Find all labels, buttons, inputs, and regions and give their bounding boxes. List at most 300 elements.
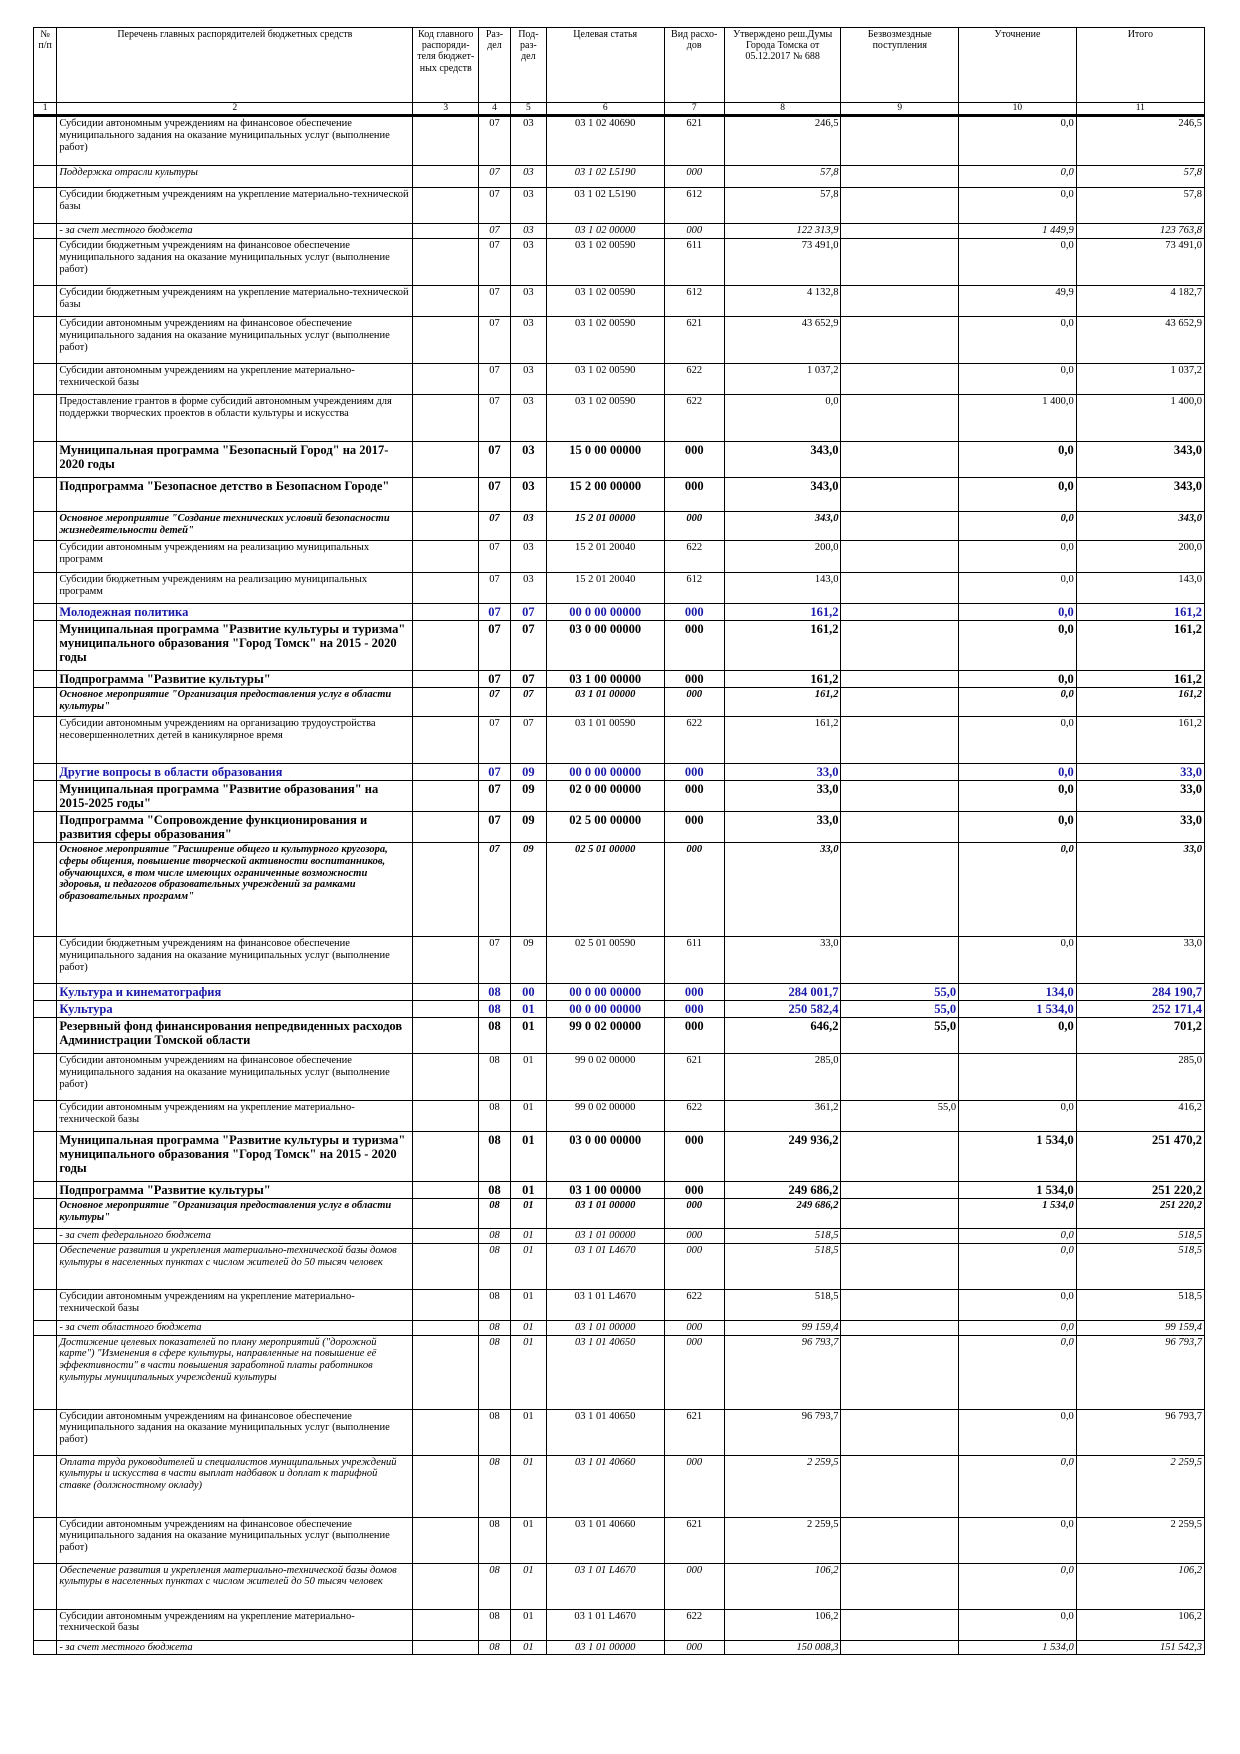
- item-name-cell: - за счет местного бюджета: [57, 224, 413, 239]
- expense-type-cell: 000: [664, 1132, 724, 1182]
- expense-type-cell: 622: [664, 364, 724, 395]
- razdel-cell: 08: [479, 1455, 511, 1517]
- table-row: [34, 188, 1205, 224]
- grants-amount-cell: [841, 688, 959, 717]
- approved-amount-cell: 2 259,5: [724, 1517, 841, 1563]
- table-row: [34, 1182, 1205, 1199]
- column-number: 9: [841, 103, 959, 116]
- approved-amount-cell: 361,2: [724, 1101, 841, 1132]
- num-cell: [34, 395, 57, 442]
- grants-amount-cell: [841, 1409, 959, 1455]
- grants-amount-cell: [841, 717, 959, 764]
- approved-amount-cell: 343,0: [724, 512, 841, 541]
- grants-amount-cell: [841, 442, 959, 478]
- num-cell: [34, 541, 57, 573]
- razdel-cell: 07: [479, 512, 511, 541]
- adjustment-amount-cell: 0,0: [959, 1243, 1077, 1289]
- admin-code-cell: [413, 317, 479, 364]
- grants-amount-cell: [841, 671, 959, 688]
- adjustment-amount-cell: 0,0: [959, 364, 1077, 395]
- expense-type-cell: 621: [664, 116, 724, 166]
- item-name-cell: Резервный фонд финансирования непредвиденных расходов Администрации Томской области: [57, 1018, 413, 1054]
- admin-code-cell: [413, 188, 479, 224]
- podrazdel-cell: 01: [510, 1132, 546, 1182]
- razdel-cell: 08: [479, 1289, 511, 1320]
- grants-amount-cell: [841, 1289, 959, 1320]
- razdel-cell: 08: [479, 1320, 511, 1335]
- approved-amount-cell: 143,0: [724, 573, 841, 604]
- table-row: [34, 317, 1205, 364]
- expense-type-cell: 000: [664, 224, 724, 239]
- target-article-cell: 99 0 02 00000: [546, 1018, 664, 1054]
- expense-type-cell: 622: [664, 1609, 724, 1640]
- approved-amount-cell: 518,5: [724, 1229, 841, 1244]
- num-cell: [34, 1517, 57, 1563]
- item-name-cell: Муниципальная программа "Развитие культуры и туризма" муниципального образования "Город Томск" на 2015 - 2020 годы: [57, 621, 413, 671]
- target-article-cell: 15 2 01 20040: [546, 541, 664, 573]
- admin-code-cell: [413, 239, 479, 286]
- podrazdel-cell: 01: [510, 1199, 546, 1229]
- razdel-cell: 08: [479, 1243, 511, 1289]
- total-amount-cell: 4 182,7: [1076, 286, 1204, 317]
- target-article-cell: 03 1 02 00000: [546, 224, 664, 239]
- table-row: [34, 1640, 1205, 1655]
- expense-type-cell: 622: [664, 717, 724, 764]
- total-amount-cell: 161,2: [1076, 621, 1204, 671]
- admin-code-cell: [413, 1409, 479, 1455]
- target-article-cell: 02 5 00 00000: [546, 812, 664, 843]
- target-article-cell: 03 1 01 L4670: [546, 1609, 664, 1640]
- target-article-cell: 15 2 00 00000: [546, 478, 664, 512]
- admin-code-cell: [413, 1455, 479, 1517]
- table-row: [34, 843, 1205, 937]
- target-article-cell: 03 0 00 00000: [546, 1132, 664, 1182]
- expense-type-cell: 000: [664, 781, 724, 812]
- adjustment-amount-cell: 0,0: [959, 717, 1077, 764]
- item-name-cell: Субсидии автономным учреждениям на финансовое обеспечение муниципального задания на оказание муниципальных услуг (выполнение работ): [57, 116, 413, 166]
- header-cell-razdel: Раз-дел: [479, 28, 511, 103]
- expense-type-cell: 000: [664, 1563, 724, 1609]
- adjustment-amount-cell: 0,0: [959, 1101, 1077, 1132]
- total-amount-cell: 518,5: [1076, 1289, 1204, 1320]
- expense-type-cell: 000: [664, 1320, 724, 1335]
- podrazdel-cell: 03: [510, 286, 546, 317]
- grants-amount-cell: [841, 604, 959, 621]
- item-name-cell: Субсидии бюджетным учреждениям на реализацию муниципальных программ: [57, 573, 413, 604]
- header-cell-approved: Утверждено реш.Думы Города Томска от 05.12.2017 № 688: [724, 28, 841, 103]
- grants-amount-cell: [841, 573, 959, 604]
- razdel-cell: 08: [479, 1335, 511, 1409]
- approved-amount-cell: 343,0: [724, 478, 841, 512]
- admin-code-cell: [413, 1609, 479, 1640]
- grants-amount-cell: [841, 937, 959, 984]
- razdel-cell: 07: [479, 224, 511, 239]
- total-amount-cell: 33,0: [1076, 812, 1204, 843]
- total-amount-cell: 251 220,2: [1076, 1199, 1204, 1229]
- total-amount-cell: 416,2: [1076, 1101, 1204, 1132]
- expense-type-cell: 611: [664, 239, 724, 286]
- adjustment-amount-cell: 0,0: [959, 1563, 1077, 1609]
- table-row: [34, 1018, 1205, 1054]
- header-cell-expense-type: Вид расхо-дов: [664, 28, 724, 103]
- admin-code-cell: [413, 621, 479, 671]
- expense-type-cell: 000: [664, 166, 724, 188]
- table-row: [34, 239, 1205, 286]
- admin-code-cell: [413, 166, 479, 188]
- grants-amount-cell: [841, 764, 959, 781]
- podrazdel-cell: 01: [510, 1243, 546, 1289]
- grants-amount-cell: [841, 1243, 959, 1289]
- num-cell: [34, 1018, 57, 1054]
- approved-amount-cell: 249 686,2: [724, 1199, 841, 1229]
- podrazdel-cell: 01: [510, 1320, 546, 1335]
- num-cell: [34, 364, 57, 395]
- num-cell: [34, 1243, 57, 1289]
- podrazdel-cell: 03: [510, 512, 546, 541]
- razdel-cell: 07: [479, 621, 511, 671]
- table-row: [34, 1101, 1205, 1132]
- razdel-cell: 08: [479, 1563, 511, 1609]
- grants-amount-cell: [841, 166, 959, 188]
- total-amount-cell: 43 652,9: [1076, 317, 1204, 364]
- podrazdel-cell: 01: [510, 1563, 546, 1609]
- num-cell: [34, 1609, 57, 1640]
- total-amount-cell: 33,0: [1076, 764, 1204, 781]
- table-row: [34, 984, 1205, 1001]
- item-name-cell: Муниципальная программа "Безопасный Город" на 2017-2020 годы: [57, 442, 413, 478]
- table-row: [34, 1054, 1205, 1101]
- admin-code-cell: [413, 1018, 479, 1054]
- table-row: [34, 1517, 1205, 1563]
- total-amount-cell: 518,5: [1076, 1229, 1204, 1244]
- podrazdel-cell: 01: [510, 1101, 546, 1132]
- approved-amount-cell: 33,0: [724, 937, 841, 984]
- total-amount-cell: 33,0: [1076, 843, 1204, 937]
- adjustment-amount-cell: 0,0: [959, 116, 1077, 166]
- podrazdel-cell: 01: [510, 1182, 546, 1199]
- target-article-cell: 03 1 02 00590: [546, 395, 664, 442]
- podrazdel-cell: 03: [510, 239, 546, 286]
- expense-type-cell: 000: [664, 843, 724, 937]
- num-cell: [34, 1054, 57, 1101]
- podrazdel-cell: 01: [510, 1517, 546, 1563]
- razdel-cell: 08: [479, 1609, 511, 1640]
- razdel-cell: 07: [479, 604, 511, 621]
- expense-type-cell: 000: [664, 1243, 724, 1289]
- total-amount-cell: 123 763,8: [1076, 224, 1204, 239]
- target-article-cell: 99 0 02 00000: [546, 1054, 664, 1101]
- grants-amount-cell: [841, 1182, 959, 1199]
- razdel-cell: 08: [479, 1182, 511, 1199]
- approved-amount-cell: 161,2: [724, 671, 841, 688]
- expense-type-cell: 622: [664, 1101, 724, 1132]
- adjustment-amount-cell: 0,0: [959, 166, 1077, 188]
- admin-code-cell: [413, 1320, 479, 1335]
- item-name-cell: Муниципальная программа "Развитие образования" на 2015-2025 годы": [57, 781, 413, 812]
- admin-code-cell: [413, 1199, 479, 1229]
- podrazdel-cell: 09: [510, 781, 546, 812]
- admin-code-cell: [413, 984, 479, 1001]
- num-cell: [34, 1563, 57, 1609]
- expense-type-cell: 000: [664, 671, 724, 688]
- grants-amount-cell: [841, 1609, 959, 1640]
- grants-amount-cell: [841, 1455, 959, 1517]
- num-cell: [34, 604, 57, 621]
- approved-amount-cell: 73 491,0: [724, 239, 841, 286]
- target-article-cell: 03 1 01 00000: [546, 688, 664, 717]
- adjustment-amount-cell: 1 534,0: [959, 1132, 1077, 1182]
- approved-amount-cell: 1 037,2: [724, 364, 841, 395]
- grants-amount-cell: [841, 317, 959, 364]
- admin-code-cell: [413, 781, 479, 812]
- admin-code-cell: [413, 1335, 479, 1409]
- table-row: [34, 1455, 1205, 1517]
- razdel-cell: 08: [479, 1001, 511, 1018]
- expense-type-cell: 000: [664, 442, 724, 478]
- grants-amount-cell: [841, 541, 959, 573]
- razdel-cell: 07: [479, 781, 511, 812]
- target-article-cell: 03 0 00 00000: [546, 621, 664, 671]
- adjustment-amount-cell: [959, 1054, 1077, 1101]
- adjustment-amount-cell: 0,0: [959, 1018, 1077, 1054]
- item-name-cell: Обеспечение развития и укрепления материально-технической базы домов культуры в населенных пунктах с числом жителей до 50 тысяч человек: [57, 1563, 413, 1609]
- podrazdel-cell: 09: [510, 843, 546, 937]
- adjustment-amount-cell: 0,0: [959, 1289, 1077, 1320]
- table-row: [34, 1335, 1205, 1409]
- approved-amount-cell: 343,0: [724, 442, 841, 478]
- target-article-cell: 03 1 01 00590: [546, 717, 664, 764]
- header-cell-name: Перечень главных распорядителей бюджетных средств: [57, 28, 413, 103]
- approved-amount-cell: 122 313,9: [724, 224, 841, 239]
- grants-amount-cell: [841, 621, 959, 671]
- target-article-cell: 03 1 01 40660: [546, 1517, 664, 1563]
- table-row: [34, 1609, 1205, 1640]
- approved-amount-cell: 0,0: [724, 395, 841, 442]
- total-amount-cell: 252 171,4: [1076, 1001, 1204, 1018]
- total-amount-cell: 1 400,0: [1076, 395, 1204, 442]
- column-number-row: [34, 103, 1205, 116]
- approved-amount-cell: 4 132,8: [724, 286, 841, 317]
- total-amount-cell: 246,5: [1076, 116, 1204, 166]
- target-article-cell: 03 1 02 00590: [546, 239, 664, 286]
- razdel-cell: 07: [479, 937, 511, 984]
- expense-type-cell: 000: [664, 1018, 724, 1054]
- column-number: 8: [724, 103, 841, 116]
- adjustment-amount-cell: 0,0: [959, 671, 1077, 688]
- total-amount-cell: 106,2: [1076, 1609, 1204, 1640]
- column-number: 3: [413, 103, 479, 116]
- approved-amount-cell: 284 001,7: [724, 984, 841, 1001]
- admin-code-cell: [413, 364, 479, 395]
- grants-amount-cell: [841, 1320, 959, 1335]
- grants-amount-cell: [841, 478, 959, 512]
- podrazdel-cell: 09: [510, 937, 546, 984]
- num-cell: [34, 286, 57, 317]
- adjustment-amount-cell: 49,9: [959, 286, 1077, 317]
- approved-amount-cell: 33,0: [724, 812, 841, 843]
- item-name-cell: Оплата труда руководителей и специалистов муниципальных учреждений культуры и искусства в части выплат надбавок и доплат к тарифной ставке (должностному окладу): [57, 1455, 413, 1517]
- table-row: [34, 1199, 1205, 1229]
- expense-type-cell: 612: [664, 286, 724, 317]
- approved-amount-cell: 250 582,4: [724, 1001, 841, 1018]
- admin-code-cell: [413, 812, 479, 843]
- adjustment-amount-cell: 0,0: [959, 1609, 1077, 1640]
- expense-type-cell: 000: [664, 984, 724, 1001]
- num-cell: [34, 1199, 57, 1229]
- expense-type-cell: 000: [664, 812, 724, 843]
- table-row: [34, 1001, 1205, 1018]
- adjustment-amount-cell: 1 534,0: [959, 1199, 1077, 1229]
- adjustment-amount-cell: 0,0: [959, 1320, 1077, 1335]
- num-cell: [34, 812, 57, 843]
- table-row: [34, 717, 1205, 764]
- razdel-cell: 07: [479, 317, 511, 364]
- podrazdel-cell: 03: [510, 116, 546, 166]
- num-cell: [34, 937, 57, 984]
- target-article-cell: 03 1 00 00000: [546, 671, 664, 688]
- header-cell-grants: Безвозмездные поступления: [841, 28, 959, 103]
- approved-amount-cell: 161,2: [724, 604, 841, 621]
- total-amount-cell: 96 793,7: [1076, 1335, 1204, 1409]
- total-amount-cell: 161,2: [1076, 688, 1204, 717]
- grants-amount-cell: 55,0: [841, 1001, 959, 1018]
- expense-type-cell: 621: [664, 1409, 724, 1455]
- admin-code-cell: [413, 512, 479, 541]
- admin-code-cell: [413, 395, 479, 442]
- total-amount-cell: 2 259,5: [1076, 1455, 1204, 1517]
- podrazdel-cell: 03: [510, 541, 546, 573]
- adjustment-amount-cell: 0,0: [959, 843, 1077, 937]
- table-row: [34, 764, 1205, 781]
- item-name-cell: Основное мероприятие "Расширение общего и культурного кругозора, сферы общения, повышение творческой активности воспитанников, обучающихся, в том числе имеющих ограниченные возможности здоровья, и педагогов образовательных учреждений за рамками образовательных программ": [57, 843, 413, 937]
- num-cell: [34, 984, 57, 1001]
- admin-code-cell: [413, 604, 479, 621]
- table-row: [34, 1243, 1205, 1289]
- item-name-cell: Субсидии бюджетным учреждениям на финансовое обеспечение муниципального задания на оказание муниципальных услуг (выполнение работ): [57, 239, 413, 286]
- approved-amount-cell: 57,8: [724, 188, 841, 224]
- column-number: 1: [34, 103, 57, 116]
- num-cell: [34, 1455, 57, 1517]
- podrazdel-cell: 07: [510, 671, 546, 688]
- column-number: 7: [664, 103, 724, 116]
- approved-amount-cell: 33,0: [724, 781, 841, 812]
- approved-amount-cell: 106,2: [724, 1563, 841, 1609]
- podrazdel-cell: 03: [510, 478, 546, 512]
- num-cell: [34, 478, 57, 512]
- table-row: [34, 1320, 1205, 1335]
- item-name-cell: Субсидии бюджетным учреждениям на укрепление материально-технической базы: [57, 286, 413, 317]
- grants-amount-cell: [841, 364, 959, 395]
- grants-amount-cell: [841, 188, 959, 224]
- table-row: [34, 512, 1205, 541]
- item-name-cell: Предоставление грантов в форме субсидий автономным учреждениям для поддержки творческих проектов в области культуры и искусства: [57, 395, 413, 442]
- target-article-cell: 03 1 02 00590: [546, 286, 664, 317]
- admin-code-cell: [413, 1182, 479, 1199]
- admin-code-cell: [413, 843, 479, 937]
- razdel-cell: 08: [479, 984, 511, 1001]
- header-cell-code: Код главного распоряди-теля бюджет-ных средств: [413, 28, 479, 103]
- approved-amount-cell: 518,5: [724, 1289, 841, 1320]
- target-article-cell: 15 2 01 00000: [546, 512, 664, 541]
- item-name-cell: Подпрограмма "Развитие культуры": [57, 1182, 413, 1199]
- target-article-cell: 03 1 00 00000: [546, 1182, 664, 1199]
- target-article-cell: 00 0 00 00000: [546, 604, 664, 621]
- total-amount-cell: 106,2: [1076, 1563, 1204, 1609]
- podrazdel-cell: 01: [510, 1335, 546, 1409]
- podrazdel-cell: 07: [510, 604, 546, 621]
- podrazdel-cell: 01: [510, 1229, 546, 1244]
- header-cell-adjustment: Уточнение: [959, 28, 1077, 103]
- adjustment-amount-cell: 0,0: [959, 781, 1077, 812]
- item-name-cell: Культура и кинематография: [57, 984, 413, 1001]
- podrazdel-cell: 03: [510, 573, 546, 604]
- grants-amount-cell: [841, 1517, 959, 1563]
- approved-amount-cell: 33,0: [724, 843, 841, 937]
- expense-type-cell: 621: [664, 317, 724, 364]
- table-row: [34, 621, 1205, 671]
- approved-amount-cell: 249 936,2: [724, 1132, 841, 1182]
- item-name-cell: Другие вопросы в области образования: [57, 764, 413, 781]
- adjustment-amount-cell: 0,0: [959, 1455, 1077, 1517]
- razdel-cell: 07: [479, 442, 511, 478]
- razdel-cell: 08: [479, 1018, 511, 1054]
- budget-table: [33, 27, 1205, 1655]
- admin-code-cell: [413, 1054, 479, 1101]
- num-cell: [34, 781, 57, 812]
- expense-type-cell: 000: [664, 621, 724, 671]
- num-cell: [34, 442, 57, 478]
- admin-code-cell: [413, 478, 479, 512]
- column-number: 6: [546, 103, 664, 116]
- target-article-cell: 03 1 01 00000: [546, 1640, 664, 1655]
- approved-amount-cell: 161,2: [724, 688, 841, 717]
- num-cell: [34, 512, 57, 541]
- num-cell: [34, 317, 57, 364]
- total-amount-cell: 57,8: [1076, 166, 1204, 188]
- admin-code-cell: [413, 688, 479, 717]
- podrazdel-cell: 01: [510, 1609, 546, 1640]
- razdel-cell: 08: [479, 1054, 511, 1101]
- approved-amount-cell: 285,0: [724, 1054, 841, 1101]
- item-name-cell: Культура: [57, 1001, 413, 1018]
- adjustment-amount-cell: 0,0: [959, 604, 1077, 621]
- item-name-cell: Подпрограмма "Сопровождение функционирования и развития сферы образования": [57, 812, 413, 843]
- grants-amount-cell: [841, 1563, 959, 1609]
- approved-amount-cell: 43 652,9: [724, 317, 841, 364]
- item-name-cell: - за счет федерального бюджета: [57, 1229, 413, 1244]
- item-name-cell: Муниципальная программа "Развитие культуры и туризма" муниципального образования "Город Томск" на 2015 - 2020 годы: [57, 1132, 413, 1182]
- podrazdel-cell: 09: [510, 764, 546, 781]
- podrazdel-cell: 01: [510, 1018, 546, 1054]
- item-name-cell: Субсидии автономным учреждениям на укрепление материально-технической базы: [57, 1609, 413, 1640]
- target-article-cell: 03 1 01 L4670: [546, 1289, 664, 1320]
- razdel-cell: 07: [479, 116, 511, 166]
- column-number: 5: [510, 103, 546, 116]
- total-amount-cell: 57,8: [1076, 188, 1204, 224]
- podrazdel-cell: 01: [510, 1289, 546, 1320]
- approved-amount-cell: 57,8: [724, 166, 841, 188]
- header-row: [34, 28, 1205, 103]
- grants-amount-cell: [841, 239, 959, 286]
- podrazdel-cell: 07: [510, 621, 546, 671]
- total-amount-cell: 343,0: [1076, 478, 1204, 512]
- item-name-cell: Обеспечение развития и укрепления материально-технической базы домов культуры в населенных пунктах с числом жителей до 50 тысяч человек: [57, 1243, 413, 1289]
- adjustment-amount-cell: 0,0: [959, 478, 1077, 512]
- grants-amount-cell: [841, 395, 959, 442]
- adjustment-amount-cell: 0,0: [959, 541, 1077, 573]
- razdel-cell: 08: [479, 1229, 511, 1244]
- item-name-cell: Субсидии автономным учреждениям на реализацию муниципальных программ: [57, 541, 413, 573]
